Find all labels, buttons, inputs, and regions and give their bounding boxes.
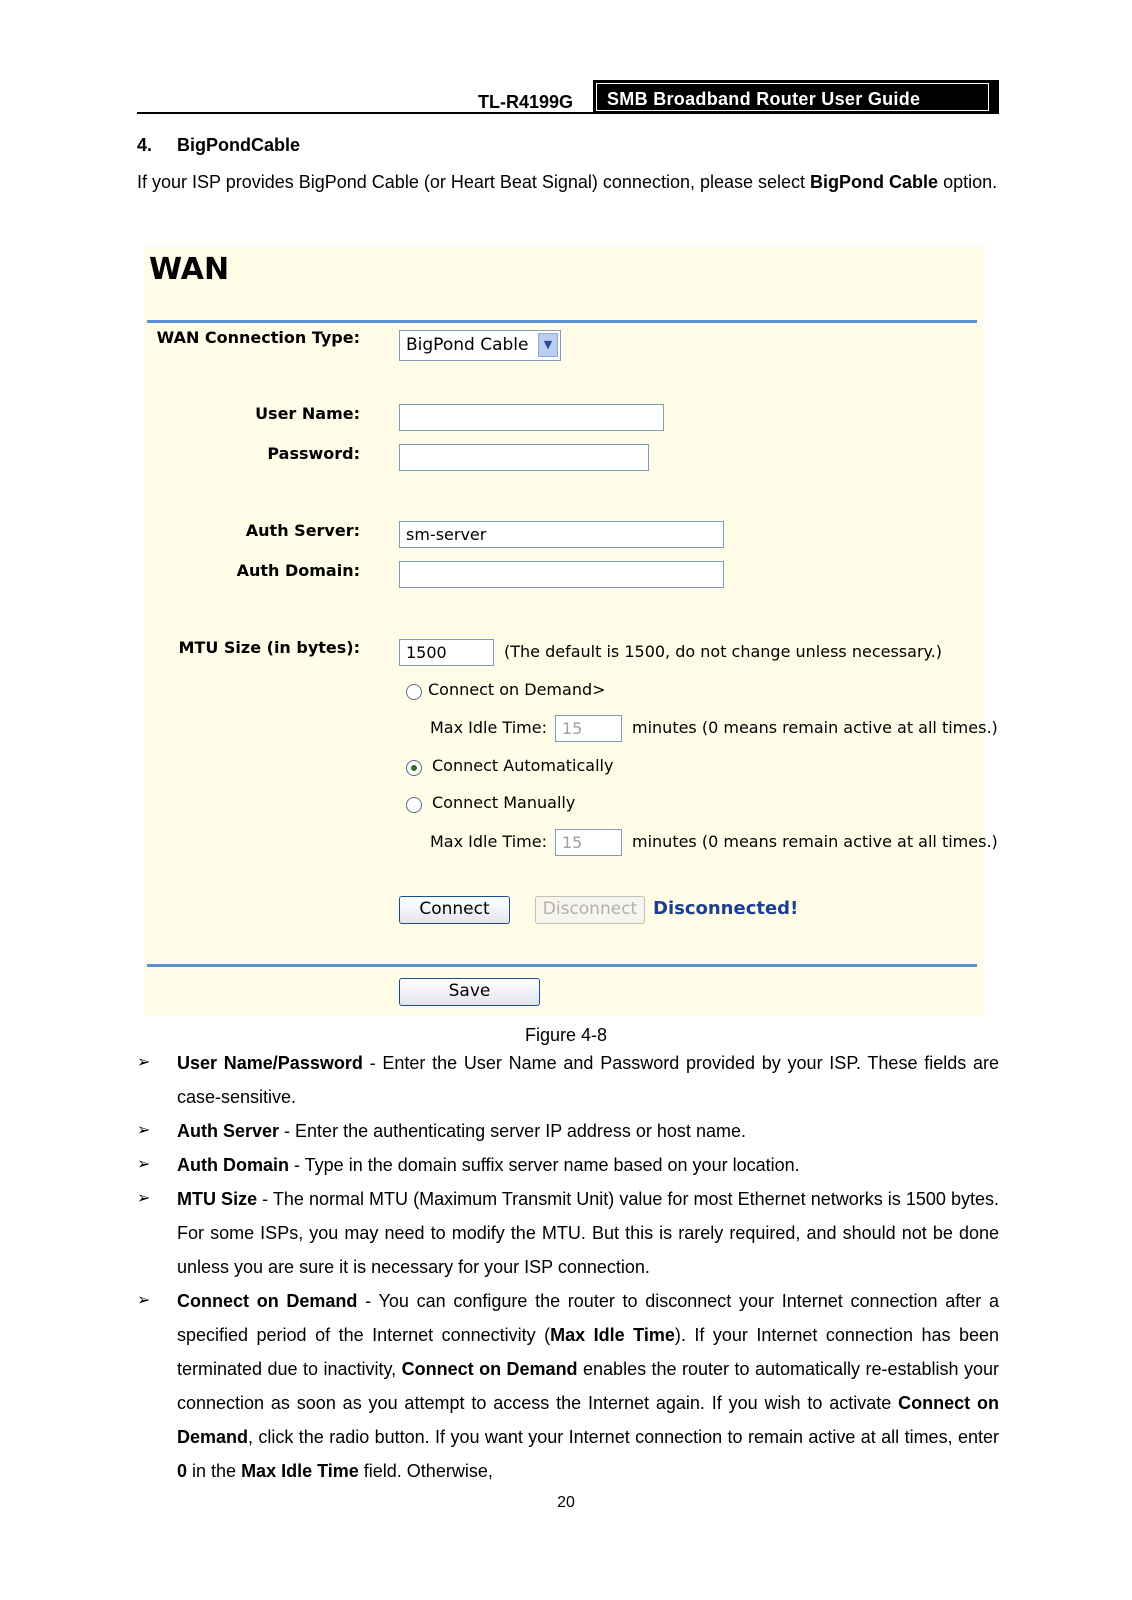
- password-label: Password:: [267, 444, 360, 463]
- section-heading: [137, 135, 300, 156]
- section-number: 4.: [137, 135, 153, 155]
- connection-status: Disconnected!: [653, 898, 799, 919]
- auth-server-input[interactable]: sm-server: [399, 521, 724, 548]
- bottom-divider: [147, 964, 977, 967]
- connection-type-select[interactable]: [399, 330, 561, 361]
- figure-caption: Figure 4-8: [524, 1025, 608, 1045]
- connect-manually-label: Connect Manually: [432, 793, 576, 812]
- username-label: User Name:: [255, 404, 360, 423]
- bullet-term: Auth Domain: [177, 1155, 289, 1175]
- idle-time-note-demand: minutes (0 means remain active at all times.): [632, 718, 998, 737]
- bullet-text: field. Otherwise,: [358, 1461, 493, 1481]
- idle-time-note-manual: minutes (0 means remain active at all times.): [632, 832, 998, 851]
- mtu-note: (The default is 1500, do not change unless necessary.): [504, 642, 943, 661]
- header-title-box: [593, 80, 999, 114]
- bullet-text: , click the radio button. If you want your Internet connection to remain active at all times, enter: [248, 1427, 999, 1447]
- auth-domain-label: Auth Domain:: [236, 561, 360, 580]
- intro-paragraph: [137, 165, 999, 199]
- arrow-bullet-icon: ➢: [137, 1156, 151, 1173]
- radio-connect-automatically[interactable]: [406, 760, 422, 776]
- list-item: [137, 1046, 999, 1114]
- intro-text-1: If your ISP provides BigPond Cable (or Heart Beat Signal) connection, please select: [137, 172, 811, 192]
- radio-connect-manually[interactable]: [406, 797, 422, 813]
- list-item: [137, 1114, 999, 1148]
- bullet-emphasis: 0: [177, 1461, 188, 1481]
- page-number: 20: [557, 1494, 575, 1511]
- chevron-down-icon[interactable]: ▼: [538, 333, 558, 357]
- save-button[interactable]: Save: [399, 978, 540, 1006]
- header-guide-title: SMB Broadband Router User Guide: [607, 89, 921, 109]
- bullet-term: MTU Size: [177, 1189, 258, 1209]
- bullet-emphasis: Max Idle Time: [241, 1461, 359, 1481]
- idle-time-label-demand: Max Idle Time:: [430, 718, 547, 737]
- bullet-emphasis: Connect on Demand: [177, 1393, 999, 1447]
- bullet-term: Auth Server: [177, 1121, 280, 1141]
- username-input[interactable]: [399, 404, 664, 431]
- disconnect-button[interactable]: Disconnect: [535, 896, 645, 924]
- bullet-text: enables the router to automatically re-establish your connection as soon as you attempt to access the Internet again. If you wish to activate: [177, 1359, 1000, 1413]
- section-title: BigPondCable: [177, 135, 301, 155]
- arrow-bullet-icon: ➢: [137, 1054, 151, 1071]
- auth-server-label: Auth Server:: [245, 521, 360, 540]
- connection-type-value: BigPond Cable: [406, 335, 529, 355]
- wan-title: WAN: [149, 252, 230, 287]
- connect-on-demand-label: Connect on Demand>: [428, 680, 606, 699]
- bullet-emphasis: Connect on Demand: [401, 1359, 578, 1379]
- mtu-input[interactable]: 1500: [399, 639, 494, 666]
- bullet-text: - Enter the User Name and Password provided by your ISP. These fields are case-sensitive.: [177, 1053, 999, 1107]
- bullet-text: - You can configure the router to disconnect your Internet connection after a specified period of the Internet connectivity (: [177, 1291, 999, 1345]
- connection-type-label: WAN Connection Type:: [156, 328, 360, 347]
- list-item: [137, 1182, 999, 1284]
- connect-automatically-label: Connect Automatically: [432, 756, 614, 775]
- list-item: [137, 1284, 999, 1488]
- intro-text-2: option.: [938, 172, 998, 192]
- bullet-text: - Enter the authenticating server IP address or host name.: [279, 1121, 746, 1141]
- field-descriptions: [137, 1046, 999, 1488]
- bullet-text: - Type in the domain suffix server name based on your location.: [289, 1155, 800, 1175]
- password-input[interactable]: [399, 444, 649, 471]
- idle-time-input-demand[interactable]: 15: [555, 715, 622, 742]
- bullet-text: ). If your Internet connection has been terminated due to inactivity,: [177, 1325, 999, 1379]
- idle-time-input-manual[interactable]: 15: [555, 829, 622, 856]
- mtu-label: MTU Size (in bytes):: [178, 638, 360, 657]
- list-item: [137, 1148, 999, 1182]
- bullet-emphasis: Max Idle Time: [550, 1325, 675, 1345]
- connect-button[interactable]: Connect: [399, 896, 510, 924]
- arrow-bullet-icon: ➢: [137, 1122, 151, 1139]
- auth-domain-input[interactable]: [399, 561, 724, 588]
- top-divider: [147, 320, 977, 323]
- header-model: TL-R4199G: [478, 92, 574, 112]
- bullet-term: User Name/Password: [177, 1053, 363, 1073]
- bullet-term: Connect on Demand: [177, 1291, 358, 1311]
- bullet-text: - The normal MTU (Maximum Transmit Unit) value for most Ethernet networks is 1500 bytes. For some ISPs, you may need to modify the MTU. But this is rarely required, and should not be done unless you are sure it is necessary for your ISP connection.: [177, 1189, 999, 1277]
- wan-settings-panel: [143, 246, 998, 1016]
- arrow-bullet-icon: ➢: [137, 1292, 151, 1309]
- intro-bold: BigPond Cable: [810, 172, 939, 192]
- bullet-text: in the: [187, 1461, 242, 1481]
- arrow-bullet-icon: ➢: [137, 1190, 151, 1207]
- idle-time-label-manual: Max Idle Time:: [430, 832, 547, 851]
- radio-connect-on-demand[interactable]: [406, 684, 422, 700]
